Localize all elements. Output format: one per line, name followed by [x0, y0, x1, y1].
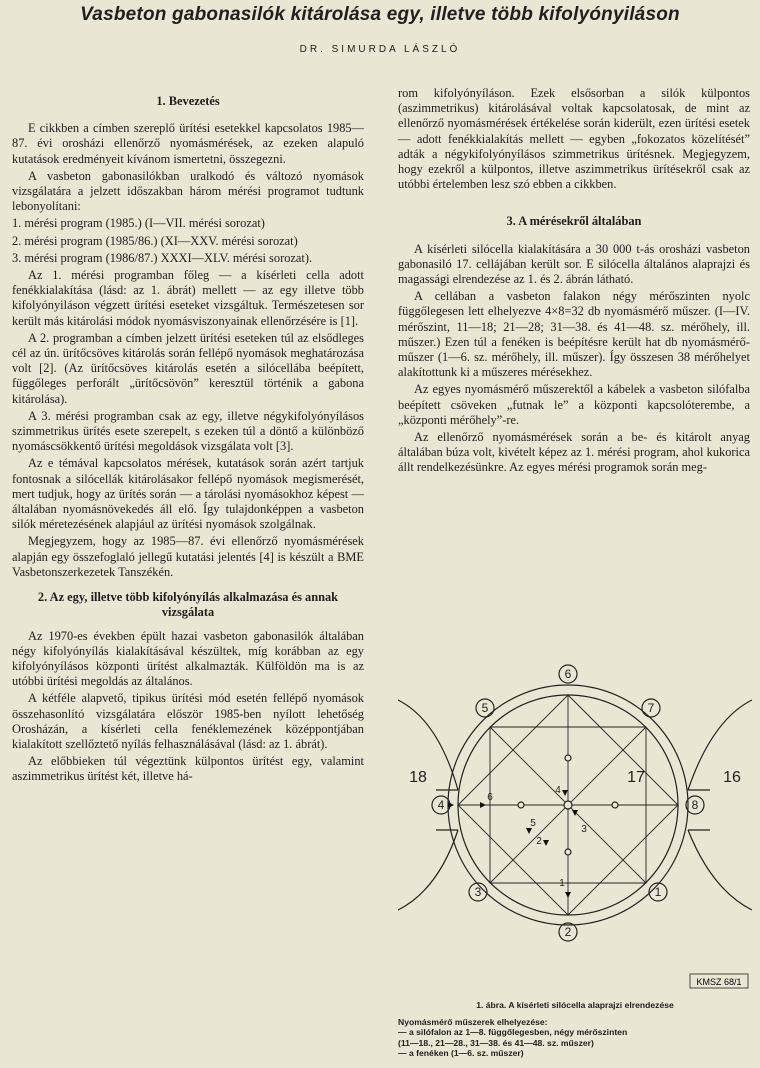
- point-label-5: 5: [530, 818, 536, 829]
- circle-label-1: 1: [654, 885, 662, 899]
- paragraph: Megjegyzem, hogy az 1985—87. évi ellenőrző nyomásmérések alapján egy összefoglaló jellegű kutatási jelentés [4] is készült a BME Vasbetonszerkezetek Tanszékén.: [12, 534, 364, 579]
- paragraph: Az ellenőrző nyomásmérések során a be- és kitárolt anyag általában búza volt, kivételt képez az 1. mérési program, ahol kukorica állt rendelkezésünkre. Az egyes mérési programok során meg-: [398, 430, 750, 475]
- left-column: [12, 86, 364, 787]
- cell-label-18: 18: [409, 769, 427, 786]
- point-label-2: 2: [536, 836, 542, 847]
- circle-label-5: 5: [481, 701, 489, 715]
- silo-plan-drawing: [398, 660, 752, 1000]
- cell-16-wall-top: [688, 700, 752, 790]
- figure-caption: [398, 1000, 752, 1059]
- section-heading-3: 3. A mérésekről általában: [506, 214, 642, 229]
- caption-line: Nyomásmérő műszerek elhelyezése:: [398, 1016, 548, 1027]
- circle-label-2: 2: [564, 925, 572, 939]
- circle-label-4: 4: [437, 798, 445, 812]
- cell-18-wall-bottom: [398, 830, 458, 910]
- article-author: DR. SIMURDA LÁSZLÓ: [299, 44, 461, 55]
- stamp-text: KMSZ 68/1: [696, 977, 742, 987]
- paragraph: Az egyes nyomásmérő műszerektől a kábelek a vasbeton silófalba beépített csöveken „futnak le” a központi kapcsolóterembe, a „központi mérőhely”-re.: [398, 382, 750, 427]
- paragraph: A 2. programban a címben jelzett ürítési eseteken túl az elsődleges cél az ún. ürítőcsöves kitárolás során fellépő nyomások meghatározása volt [2]. (Az ürítőcsöves kitárolás esetén a silócellába beépített, függőleges perforált „ürítőcsövön” keresztül történik a gabona kitárolása).: [12, 330, 364, 406]
- list-item: 2. mérési program (1985/86.) (XI—XXV. mérési sorozat): [12, 233, 298, 248]
- point-label-3: 3: [581, 824, 587, 835]
- circle-label-6: 6: [564, 667, 572, 681]
- point-label-6: 6: [487, 792, 493, 803]
- paragraph: Az előbbieken túl végeztünk külpontos ürítést egy, valamint aszimmetrikus ürítést két, illetve há-: [12, 754, 364, 784]
- point-label-4: 4: [555, 785, 561, 796]
- section-heading-2: 2. Az egy, illetve több kifolyónyílás alkalmazása és annak vizsgálata: [37, 590, 339, 620]
- cell-16-wall-bottom: [688, 830, 752, 910]
- paragraph: Az 1970-es években épült hazai vasbeton gabonasilók általában négy kifolyónyílás kialakításával készültek, míg korábban az egy kifolyónyílásos központi ürítést alkalmazták. Külföldön ma is az utóbbi ürítési megoldás az általános.: [12, 628, 364, 689]
- paragraph: E cikkben a címben szereplő ürítési esetekkel kapcsolatos 1985—87. évi orosházi ellenőrző nyomásmérések, az ezeken alapuló kutatások eredményeit kívánom ismertetni, összegezni.: [12, 121, 364, 166]
- caption-line: (11—18., 21—28., 31—38. és 41—48. sz. műszer): [398, 1037, 594, 1048]
- circle-label-3: 3: [474, 885, 482, 899]
- cell-label-16: 16: [723, 769, 741, 786]
- paragraph: rom kifolyónyíláson. Ezek elsősorban a silók külpontos (aszimmetrikus) kitárolásával voltak kapcsolatosak, de mint az ellenőrző nyomásmérések értékelése során kiderült, ezen ürítési esetek — adott fenékkialakítás mellett — egyben „fokozatos közelítését” adták a négykifolyónyílásos szimmetrikus ürítésnek. Megjegyzem, hogy ezekről a külpontos, illetve aszimmetrikus ürítésekről csak az utóbbi értelemben lesz szó ebben a cikkben.: [398, 86, 750, 192]
- circle-label-8: 8: [691, 798, 699, 812]
- cell-18-wall-top: [398, 700, 458, 790]
- paragraph: A kétféle alapvető, tipikus ürítési mód esetén fellépő nyomások összehasonlító vizsgálatára először 1985-ben nyílott lehetőség Orosházán, a kísérleti cella fenéklemezének középpontjában kialakított szellőztető nyílás felhasználásával (lásd: az 1. ábrát).: [12, 691, 364, 751]
- section-heading-1: 1. Bevezetés: [156, 94, 220, 108]
- caption-title: 1. ábra. A kísérleti silócella alaprajzi elrendezése: [476, 1000, 674, 1010]
- paragraph: A kísérleti silócella kialakítására a 30 000 t-ás orosházi vasbeton gabonasiló 17. cellájában került sor. E silócella általános alaprajzi és magassági elrendezése az 1. és 2. ábrán látható.: [398, 241, 750, 287]
- list-item: 1. mérési program (1985.) (I—VII. mérési sorozat): [12, 216, 265, 231]
- stamp: [690, 974, 748, 988]
- cell-label-17: 17: [627, 769, 645, 786]
- list-item: 3. mérési program (1986/87.) XXXI—XLV. mérési sorozat).: [12, 250, 313, 265]
- paragraph: Az 1. mérési programban főleg — a kísérleti cella adott fenékkialakítása (lásd: az 1. ábrát) mellett — az egy illetve több kifolyónyiláson végzett ürítési eseteket vizsgáltuk. Természetesen sor került más kitárolási módok nyomásviszonyainak ellenőrzésére is [1].: [12, 268, 364, 328]
- circle-label-7: 7: [647, 701, 655, 715]
- article-title: Vasbeton gabonasilók kitárolása egy, illetve több kifolyónyiláson: [80, 4, 680, 25]
- caption-line: — a silófalon az 1—8. függőlegesben, négy mérőszinten: [398, 1027, 628, 1038]
- paragraph: Az e témával kapcsolatos mérések, kutatások során azért tartjuk fontosnak a silócellák kitárolásakor fellépő nyomások megismerését, mert tudjuk, hogy az ürítés során — a tárolási nyomásokhoz képest — általában nyomásnövekedés áll elő. Így tulajdonképpen a vasbeton silók méretezésének alapjául az ürítési nyomások szolgálnak.: [12, 456, 364, 532]
- paragraph: A 3. mérési programban csak az egy, illetve négykifolyónyílásos szimmetrikus ürítés esete szerepelt, s ezeken túl a döntő a különböző nyomáscsökkentő ürítési megoldások vizsgálata volt [3].: [12, 408, 364, 454]
- right-column: [398, 86, 750, 478]
- point-label-1: 1: [559, 878, 565, 889]
- figure-silo-plan: [398, 660, 752, 1000]
- paragraph: A cellában a vasbeton falakon négy mérőszinten nyolc függőlegesen lett elhelyezve 4×8=32 db nyomásmérő műszer. (I—IV. mérőszint, 11—18; 21—28; 31—38. és 41—48. sz. mérőhely, ill. műszer.) Ezen túl a fenéken is beépítésre került hat db nyomásmérő-műszer (1—6. sz. mérőhely, ill. műszer). Így összesen 38 mérőhelyet alakítottunk ki a műszeres mérésekhez.: [398, 289, 750, 380]
- paragraph: A vasbeton gabonasilókban uralkodó és változó nyomások vizsgálatára a jelzett időszakban három mérési programot tudtunk lebonyolítani:: [12, 168, 364, 214]
- caption-line: — a fenéken (1—6. sz. műszer): [398, 1048, 524, 1059]
